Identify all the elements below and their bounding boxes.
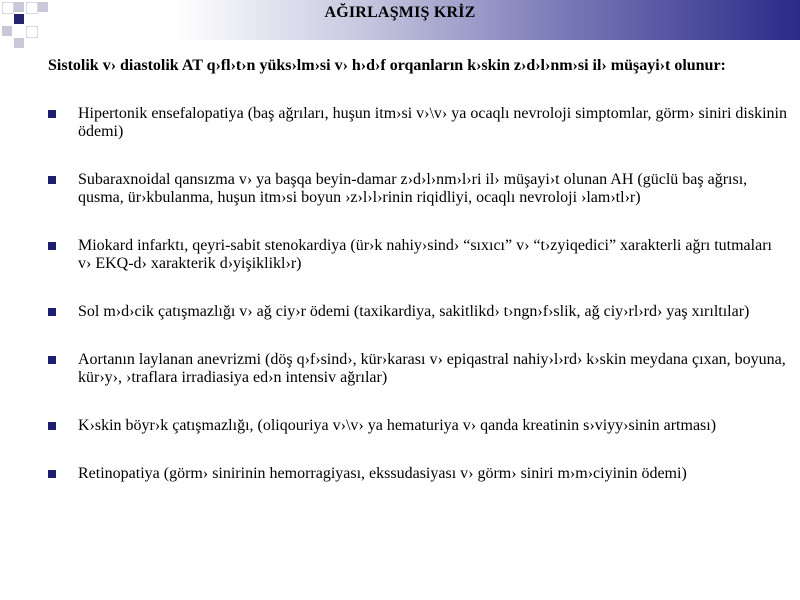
bullet-text: Aortanın laylanan anevrizmi (döş q›f›sind›, kür›karası v› epiqastral nahiy›l›rd› k›skin meydana çıxan, boyuna, kür›y›, ›traflara irradiasiya ed›n intensiv ağrılar) <box>78 351 786 386</box>
slide-title: AĞIRLAŞMIŞ KRİZ <box>324 4 476 21</box>
bullet-text: K›skin böyr›k çatışmazlığı, (oliqouriya v›\v› ya hematuriya v› qanda kreatinin s›viyy›sinin artması) <box>78 417 717 434</box>
bullet-item <box>48 465 788 483</box>
square-bullet-icon <box>48 308 56 316</box>
bullet-item <box>48 417 788 435</box>
deco-square-icon <box>26 2 38 14</box>
intro-text: Sistolik v› diastolik AT q›fl›t›n yüks›lm›si v› h›d›f orqanların k›skin z›d›l›nm›si il› müşayi›t olunur: <box>48 57 726 74</box>
bullet-text: Sol m›d›cik çatışmazlığı v› ağ ciy›r ödemi (taxikardiya, sakitlikd› t›ngn›f›slik, ağ ciy›rl›rd› yaş xırıltılar) <box>78 303 750 320</box>
decorative-squares <box>0 0 60 50</box>
slide-content <box>48 56 788 513</box>
square-bullet-icon <box>48 242 56 250</box>
bullet-text: Hipertonik ensefalopatiya (baş ağrıları, huşun itm›si v›\v› ya ocaqlı nevroloji simptomlar, görm› siniri diskinin ödemi) <box>78 105 787 140</box>
bullet-text: Retinopatiya (görm› sinirinin hemorragiyası, ekssudasiyası v› görm› siniri m›m›ciyinin ödemi) <box>78 465 687 482</box>
bullet-text: Subaraxnoidal qansızma v› ya başqa beyin-damar z›d›l›nm›l›ri il› müşayi›t olunan AH (güclü baş ağrısı, qusma, ür›kbulanma, huşun itm›si boyun ›z›l›l›rinin riqidliyi, ocaqlı nevroloji ›lam›tl›r) <box>78 171 748 206</box>
deco-square-icon <box>38 2 48 12</box>
square-bullet-icon <box>48 470 56 478</box>
square-bullet-icon <box>48 176 56 184</box>
bullet-text: Miokard infarktı, qeyri-sabit stenokardiya (ür›k nahiy›sind› “sıxıcı” v› “t›zyiqedici” xarakterli ağrı tutmaları v› EKQ-d› xarakterik d›yişiklikl›r) <box>78 237 772 272</box>
bullet-item <box>48 351 788 387</box>
deco-square-icon <box>14 14 24 24</box>
bullet-item <box>48 237 788 273</box>
deco-square-icon <box>2 2 14 14</box>
deco-square-icon <box>26 26 38 38</box>
square-bullet-icon <box>48 356 56 364</box>
bullet-item <box>48 105 788 141</box>
square-bullet-icon <box>48 422 56 430</box>
bullet-item <box>48 171 788 207</box>
deco-square-icon <box>2 26 12 36</box>
deco-square-icon <box>14 38 24 48</box>
deco-square-icon <box>14 2 24 12</box>
bullet-item <box>48 303 788 321</box>
square-bullet-icon <box>48 110 56 118</box>
